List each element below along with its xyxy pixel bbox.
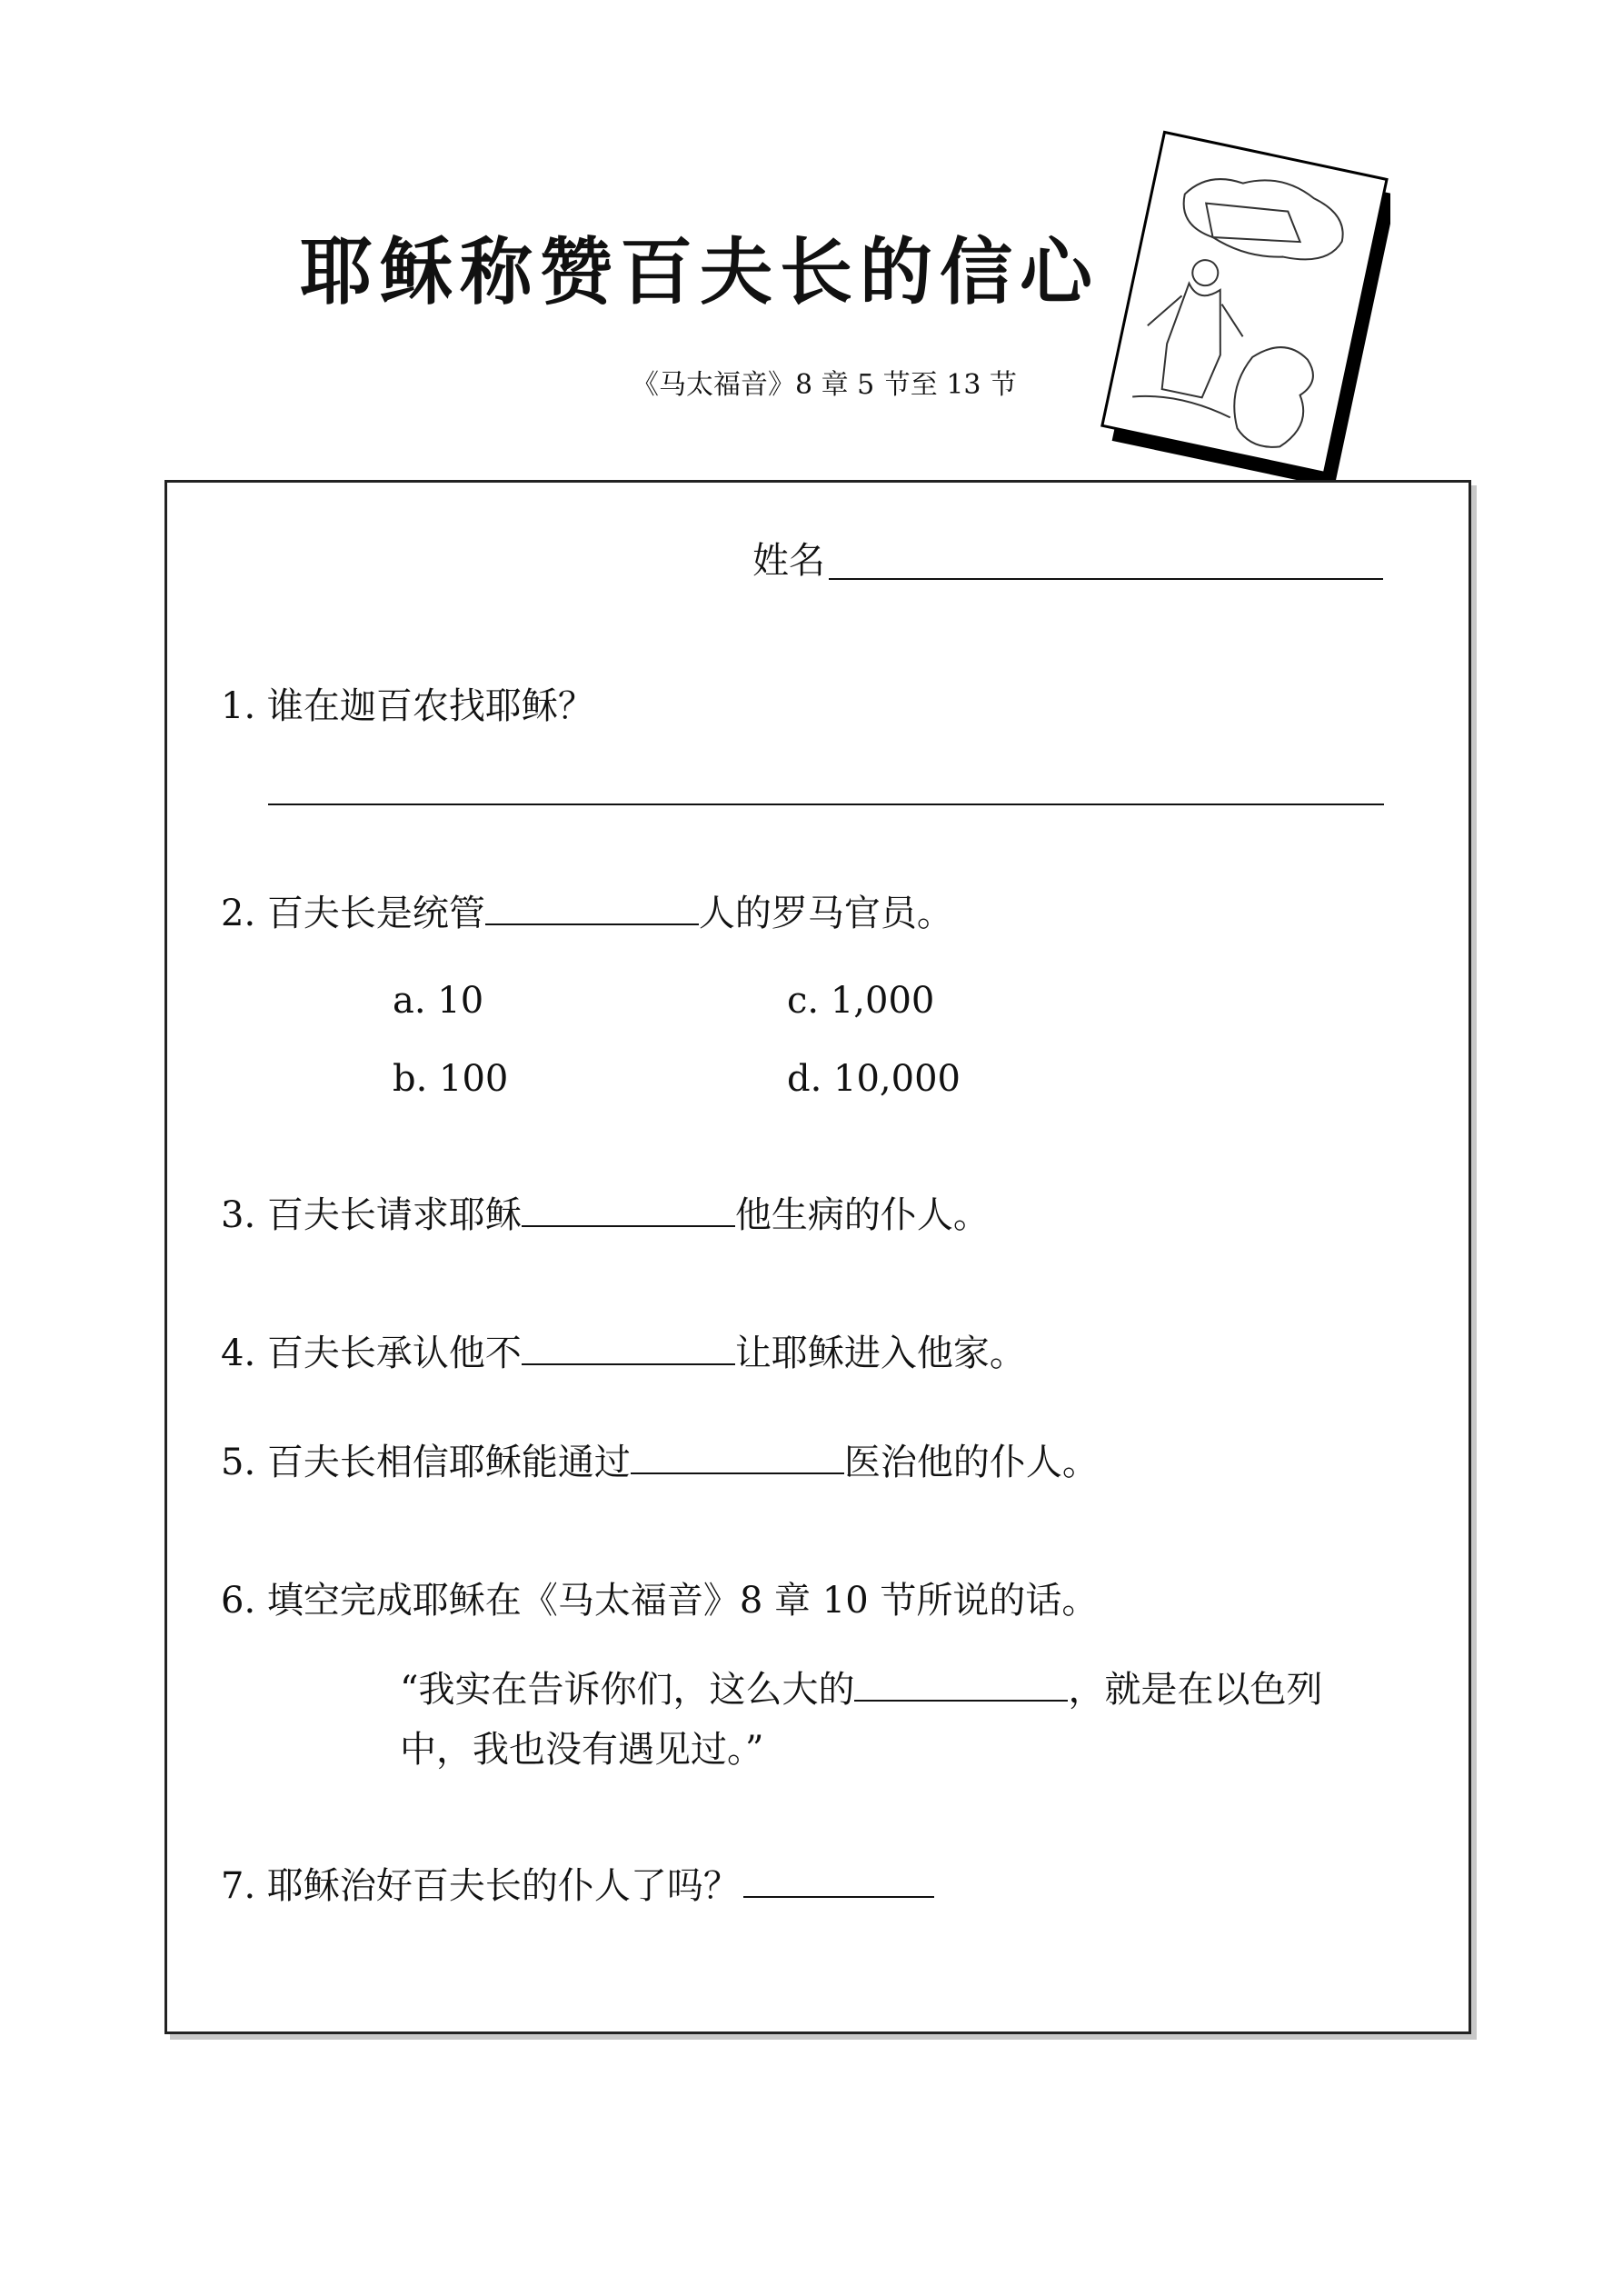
blank-4[interactable]: [522, 1331, 735, 1365]
option-a[interactable]: a. 10: [393, 980, 484, 1022]
blank-5[interactable]: [631, 1440, 844, 1474]
blank-2[interactable]: [485, 891, 699, 925]
question-7: [221, 1863, 934, 1909]
quote-before: “我实在告诉你们，这么大的: [400, 1669, 855, 1711]
question-2-after: 人的罗马官员。: [698, 893, 953, 934]
option-d[interactable]: d. 10,000: [787, 1058, 961, 1100]
question-2-before: 2. 百夫长是统管: [221, 893, 485, 934]
blank-7[interactable]: [743, 1863, 934, 1898]
blank-3[interactable]: [522, 1193, 735, 1227]
question-5: [221, 1440, 1099, 1485]
blank-6[interactable]: [854, 1667, 1068, 1702]
option-c[interactable]: c. 1,000: [787, 980, 935, 1022]
question-3-before: 3. 百夫长请求耶稣: [221, 1194, 522, 1236]
page-title: 耶稣称赞百夫长的信心: [300, 230, 1100, 314]
question-1: 1. 谁在迦百农找耶稣？: [221, 685, 594, 727]
question-4-after: 让耶稣进入他家。: [734, 1333, 1026, 1374]
quote-after: ，就是在以色列: [1068, 1669, 1323, 1711]
quote-line-2: 中，我也没有遇见过。”: [400, 1729, 764, 1771]
scripture-reference: 《马太福音》8 章 5 节至 13 节: [632, 369, 1018, 401]
question-4: [221, 1331, 1026, 1376]
answer-line-1[interactable]: [268, 804, 1384, 805]
question-5-after: 医治他的仆人。: [843, 1442, 1099, 1483]
illustration-card: [1100, 127, 1390, 482]
question-4-before: 4. 百夫长承认他不: [221, 1333, 522, 1374]
name-field[interactable]: [829, 578, 1383, 580]
option-b[interactable]: b. 100: [393, 1058, 509, 1100]
name-label: 姓名: [752, 540, 825, 582]
question-5-before: 5. 百夫长相信耶稣能通过: [221, 1442, 631, 1483]
question-6: 6. 填空完成耶稣在《马太福音》8 章 10 节所说的话。: [221, 1580, 1099, 1622]
quote-line-1: [400, 1667, 1322, 1712]
question-2: [221, 891, 953, 936]
question-3-after: 他生病的仆人。: [734, 1194, 990, 1236]
question-3: [221, 1193, 990, 1238]
question-7-text: 7. 耶稣治好百夫长的仆人了吗？: [221, 1865, 740, 1907]
